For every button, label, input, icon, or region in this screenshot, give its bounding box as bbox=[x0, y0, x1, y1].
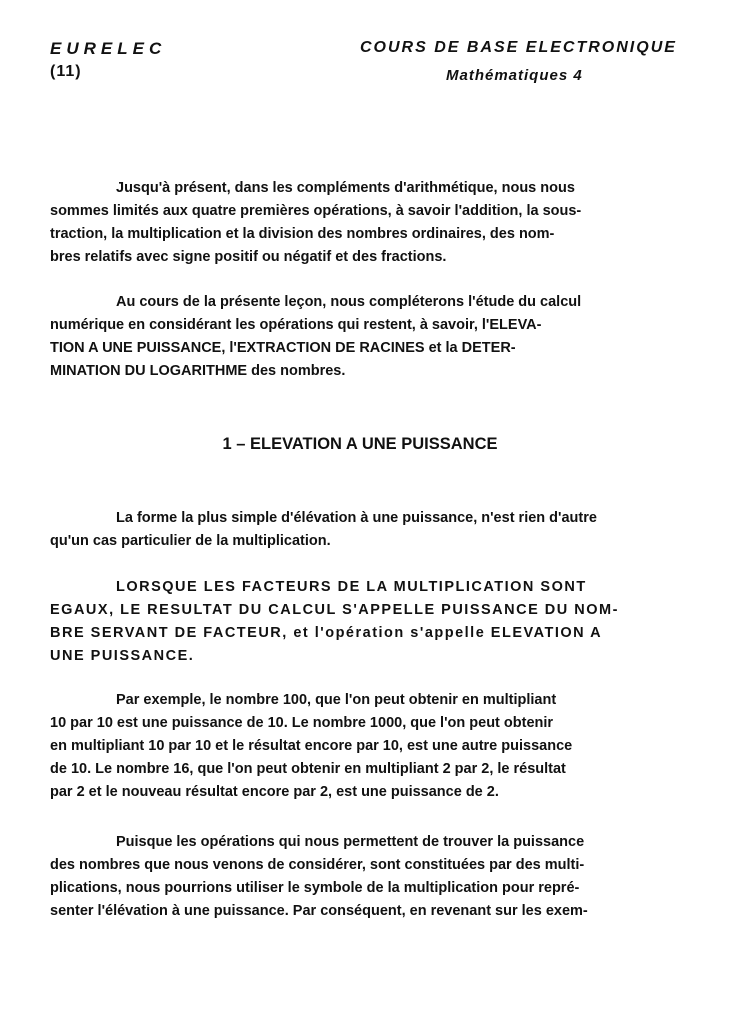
text-line: plications, nous pourrions utiliser le symbole de la multiplication pour repré- bbox=[50, 880, 580, 896]
section-title: 1 – ELEVATION A UNE PUISSANCE bbox=[222, 435, 498, 453]
text-line: EGAUX, LE RESULTAT DU CALCUL S'APPELLE PUISSANCE DU NOM- bbox=[50, 602, 619, 618]
paragraph-intro bbox=[50, 177, 700, 269]
text-line: Jusqu'à présent, dans les compléments d'arithmétique, nous nous bbox=[116, 180, 575, 196]
text-line: Par exemple, le nombre 100, que l'on peut obtenir en multipliant bbox=[116, 692, 557, 708]
paragraph-examples bbox=[50, 689, 700, 804]
course-title: COURS DE BASE ELECTRONIQUE bbox=[360, 39, 677, 56]
text-line: traction, la multiplication et la division des nombres ordinaires, des nom- bbox=[50, 226, 555, 242]
text-line: BRE SERVANT DE FACTEUR, et l'opération s'appelle ELEVATION A bbox=[50, 625, 603, 641]
paragraph-lesson-scope bbox=[50, 291, 700, 383]
text-line: MINATION DU LOGARITHME des nombres. bbox=[50, 363, 346, 379]
text-line: en multipliant 10 par 10 et le résultat encore par 10, est une autre puissance bbox=[50, 738, 573, 754]
publisher-name: EURELEC bbox=[50, 39, 167, 58]
text-line: par 2 et le nouveau résultat encore par 2, est une puissance de 2. bbox=[50, 784, 499, 800]
text-line: des nombres que nous venons de considérer, sont constituées par des multi- bbox=[50, 857, 585, 873]
text-line: 10 par 10 est une puissance de 10. Le nombre 1000, que l'on peut obtenir bbox=[50, 715, 554, 731]
text-line: numérique en considérant les opérations qui restent, à savoir, l'ELEVA- bbox=[50, 317, 542, 333]
text-line: de 10. Le nombre 16, que l'on peut obtenir en multipliant 2 par 2, le résultat bbox=[50, 761, 566, 777]
text-line: bres relatifs avec signe positif ou négatif et des fractions. bbox=[50, 249, 447, 265]
text-line: La forme la plus simple d'élévation à une puissance, n'est rien d'autre bbox=[116, 510, 597, 526]
paragraph-symbol bbox=[50, 831, 700, 923]
text-line: TION A UNE PUISSANCE, l'EXTRACTION DE RACINES et la DETER- bbox=[50, 340, 516, 356]
text-line: qu'un cas particulier de la multiplication. bbox=[50, 533, 331, 549]
text-line: Au cours de la présente leçon, nous compléterons l'étude du calcul bbox=[116, 294, 582, 310]
text-line: sommes limités aux quatre premières opérations, à savoir l'addition, la sous- bbox=[50, 203, 582, 219]
text-line: senter l'élévation à une puissance. Par conséquent, en revenant sur les exem- bbox=[50, 903, 588, 919]
text-line: LORSQUE LES FACTEURS DE LA MULTIPLICATION SONT bbox=[116, 579, 587, 595]
text-line: UNE PUISSANCE. bbox=[50, 648, 195, 664]
lesson-number: (11) bbox=[50, 63, 82, 80]
paragraph-definition bbox=[50, 576, 700, 668]
paragraph-definition-intro bbox=[50, 507, 700, 553]
course-subject: Mathématiques 4 bbox=[446, 67, 583, 84]
text-line: Puisque les opérations qui nous permettent de trouver la puissance bbox=[116, 834, 585, 850]
